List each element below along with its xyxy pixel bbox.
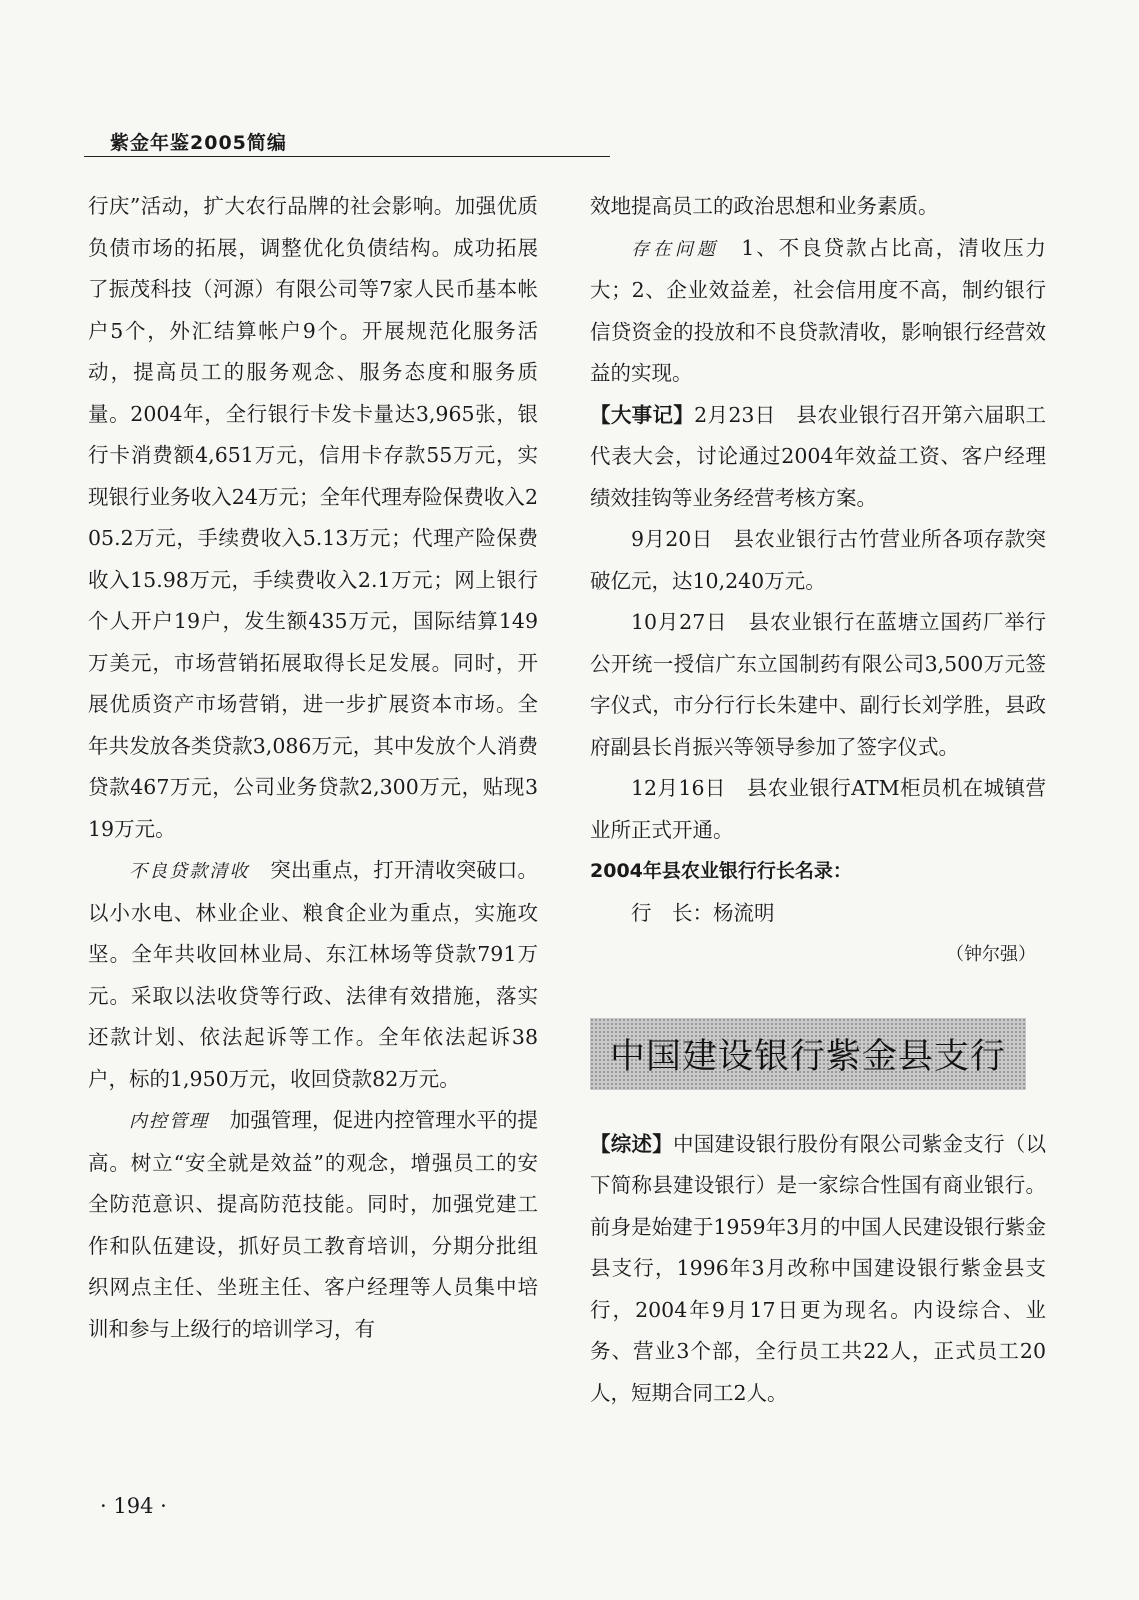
left-paragraph-3 — [88, 1100, 538, 1350]
subhead-problems: 存在问题 — [631, 238, 719, 260]
left-paragraph-1: 行庆”活动，扩大农行品牌的社会影响。加强优质负债市场的拓展，调整优化负债结构。成功拓展了振茂科技（河源）有限公司等7家人民币基本帐户5个，外汇结算帐户9个。开展规范化服务活动，提高员工的服务观念、服务态度和服务质量。2004年，全行银行卡发卡量达3,965张，银行卡消费额4,651万元，信用卡存款55万元，实现银行业务收入24万元；全年代理寿险保费收入205.2万元，手续费收入5.13万元；代理产险保费收入15.98万元，手续费收入2.1万元；网上银行个人开户19户，发生额435万元，国际结算149万美元，市场营销拓展取得长足发展。同时，开展优质资产市场营销，进一步扩展资本市场。全年共发放各类贷款3,086万元，其中发放个人消费贷款467万元，公司业务贷款2,300万元，贴现319万元。 — [88, 194, 538, 841]
subhead-bad-loans: 不良贷款清收 — [129, 861, 250, 882]
header-rule — [84, 156, 610, 157]
left-paragraph-2-text: 突出重点，打开清收突破口。以小水电、林业企业、粮食企业为重点，实施攻坚。全年共收回林业局、东江林场等贷款791万元。采取以法收贷等行政、法律有效措施，落实还款计划、依法起诉等工作。全年依法起诉38户，标的1,950万元，收回贷款82万元。 — [88, 858, 539, 1091]
event-2: 9月20日 县农业银行古竹营业所各项存款突破亿元，达10,240万元。 — [590, 527, 1046, 593]
right-column — [590, 186, 1046, 1414]
director-list-item: 行 长：杨流明 — [631, 900, 775, 925]
event-1 — [590, 395, 1046, 520]
left-paragraph-3-text: 加强管理，促进内控管理水平的提高。树立“安全就是效益”的观念，增强员工的安全防范意识、提高防范技能。同时，加强党建工作和队伍建设，抓好员工教育培训，分期分批组织网点主任、坐班主任、客户经理等人员集中培训和参与上级行的培训学习，有 — [88, 1108, 539, 1341]
right-paragraph-2-text: 1、不良贷款占比高，清收压力大；2、企业效益差，社会信用度不高，制约银行信贷资金的投放和不良贷款清收，影响银行经营效益的实现。 — [590, 235, 1047, 385]
running-header: 紫金年鉴2005简编 — [110, 132, 287, 154]
right-paragraph-1: 效地提高员工的政治思想和业务素质。 — [590, 194, 939, 218]
events-label: 【大事记】 — [590, 402, 695, 427]
director-list-title: 2004年县农业银行行长名录： — [590, 860, 852, 882]
event-4: 12月16日 县农业银行ATM柜员机在城镇营业所正式开通。 — [590, 776, 1046, 842]
section-banner-title: 中国建设银行紫金县支行 — [609, 1036, 1006, 1077]
right-paragraph-2 — [590, 228, 1046, 395]
author-signature: （钟尔强） — [946, 944, 1036, 965]
event-1-text: 2月23日 县农业银行召开第六届职工代表大会，讨论通过2004年效益工资、客户经理绩效挂钩等业务经营考核方案。 — [590, 402, 1046, 510]
summary-paragraph — [590, 1124, 1046, 1415]
summary-text: 中国建设银行股份有限公司紫金支行（以下简称县建设银行）是一家综合性国有商业银行。前身是始建于1959年3月的中国人民建设银行紫金县支行，1996年3月改称中国建设银行紫金县支行，2004年9月17日更为现名。内设综合、业务、营业3个部，全行员工共22人，正式员工20人，短期合同工2人。 — [590, 1131, 1046, 1405]
section-banner — [590, 1018, 1026, 1090]
summary-label: 【综述】 — [590, 1131, 673, 1156]
page-number: · 194 · — [100, 1494, 167, 1518]
left-column — [88, 186, 538, 1350]
subhead-internal-control: 内控管理 — [129, 1111, 210, 1132]
event-3: 10月27日 县农业银行在蓝塘立国药厂举行公开统一授信广东立国制药有限公司3,500万元签字仪式，市分行行长朱建中、副行长刘学胜，县政府副县长肖振兴等领导参加了签字仪式。 — [590, 610, 1046, 759]
left-paragraph-2 — [88, 850, 538, 1100]
